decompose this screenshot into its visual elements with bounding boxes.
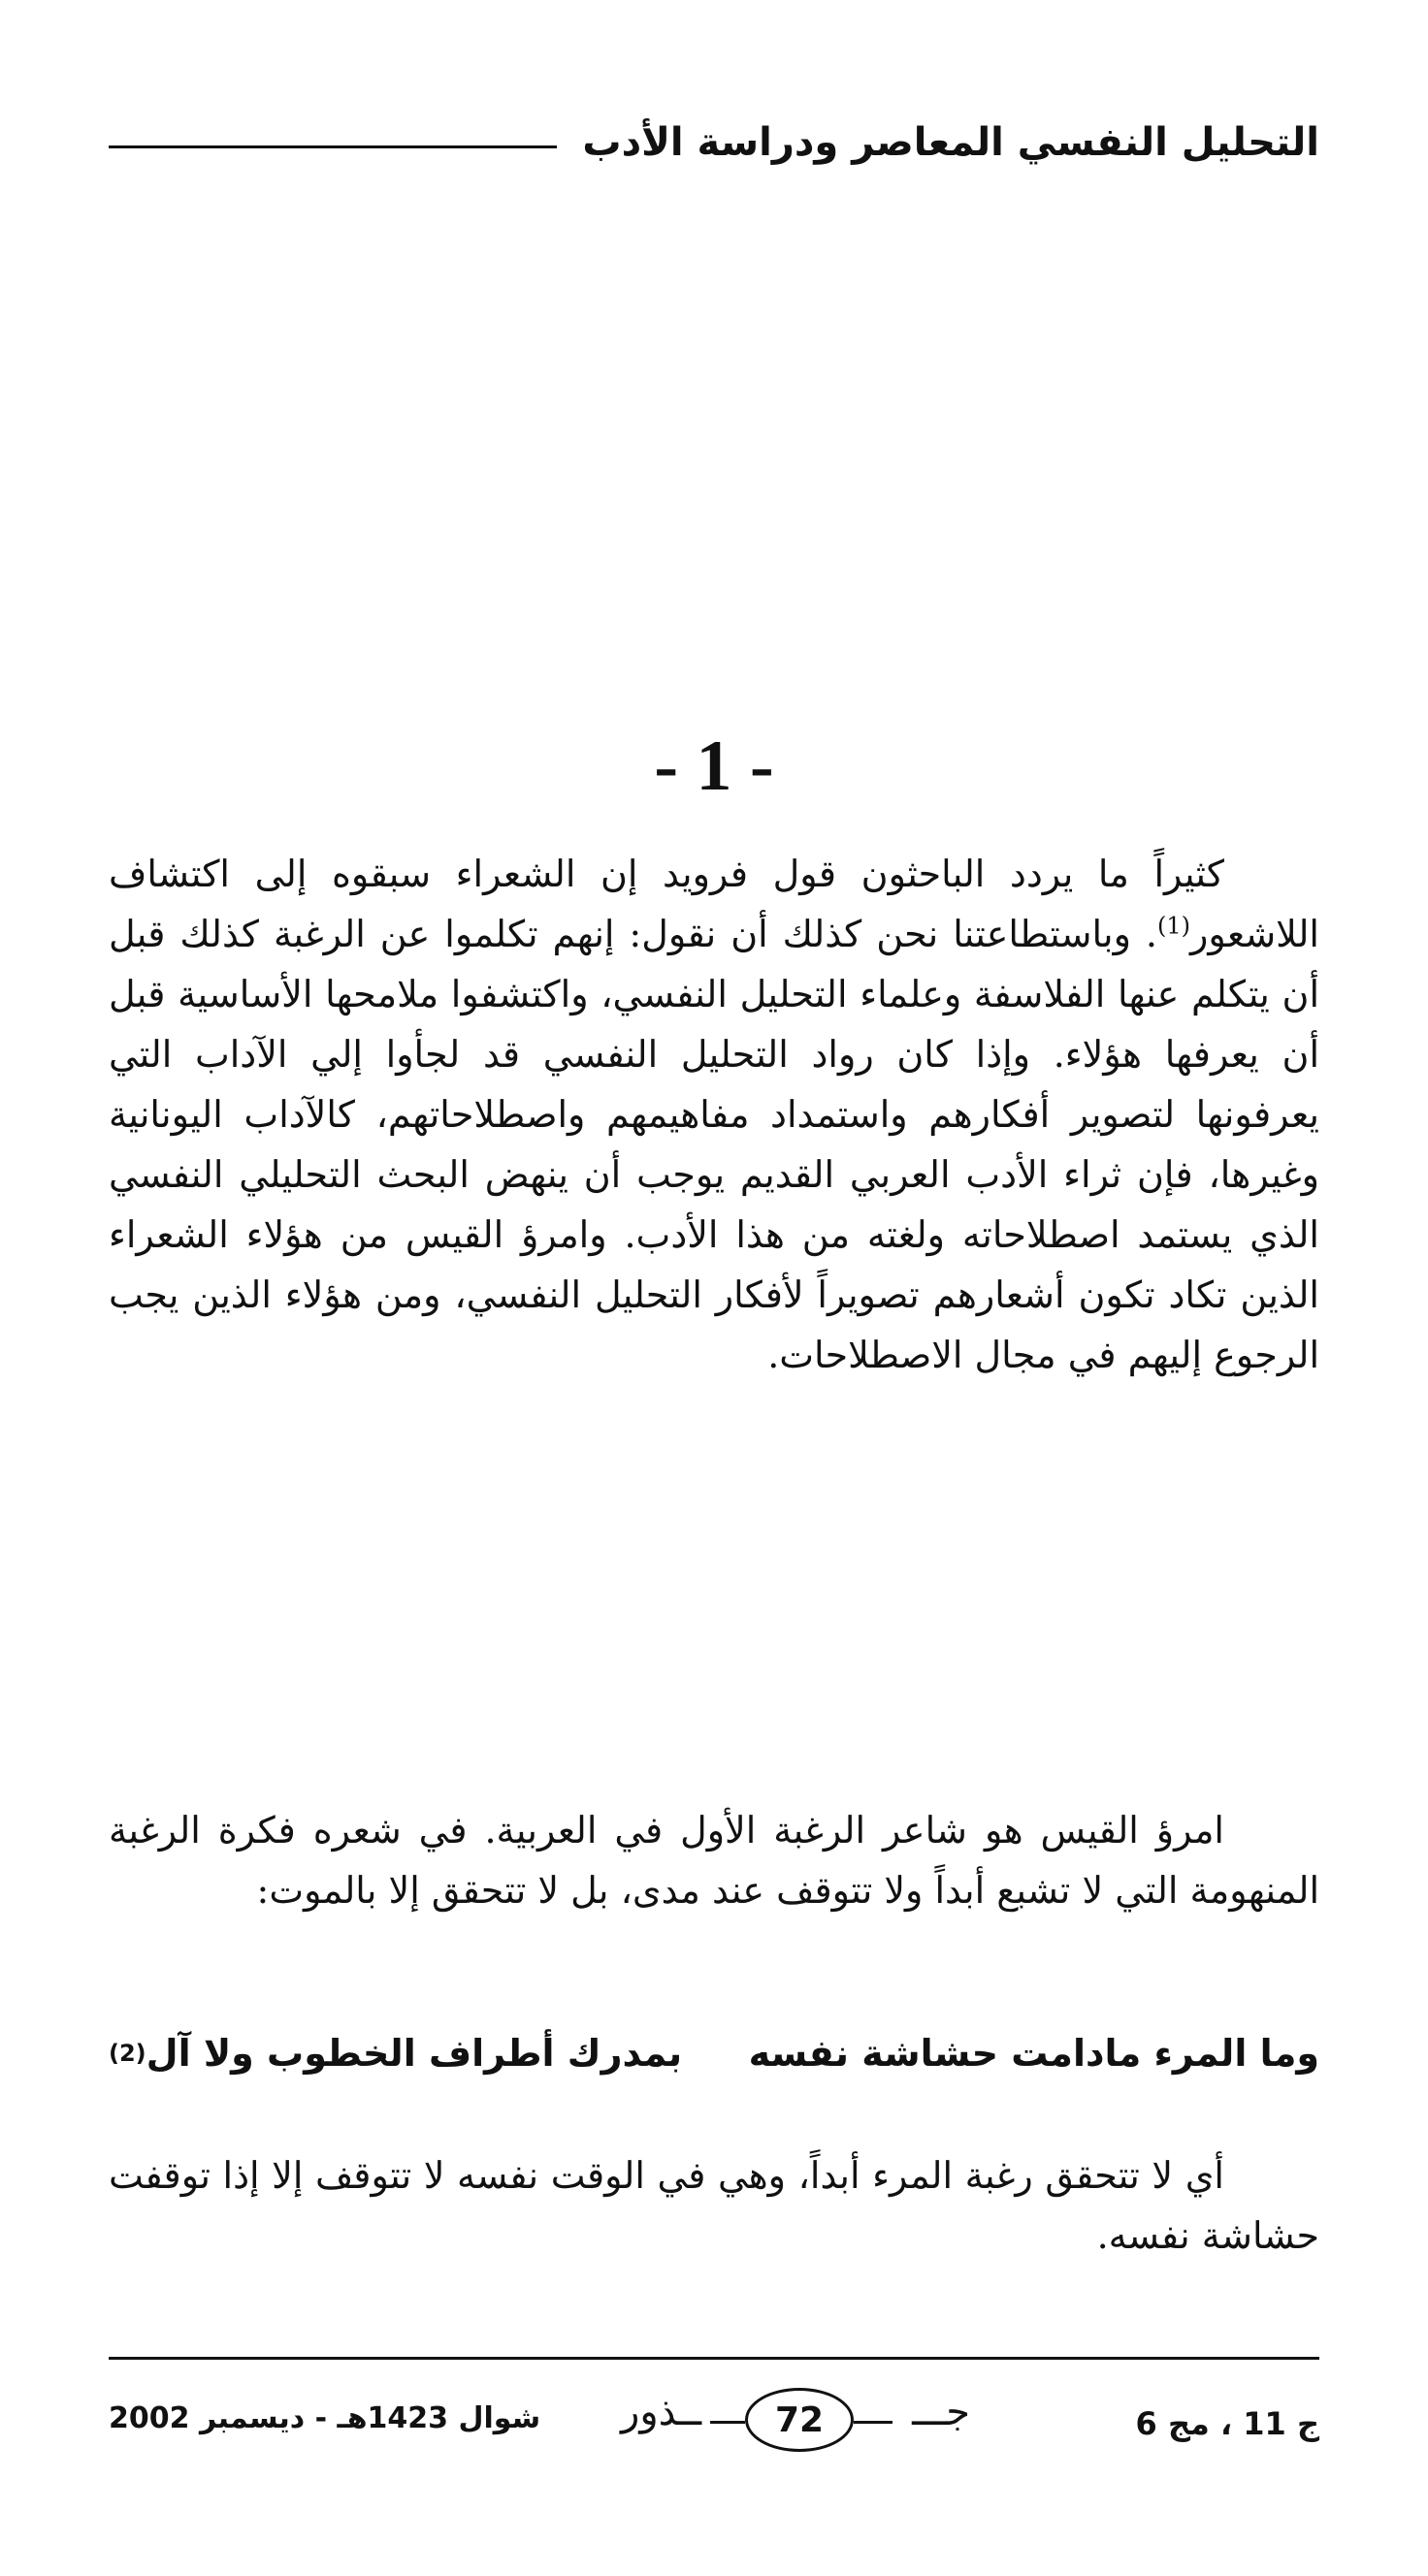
running-title: التحليل النفسي المعاصر ودراسة الأدب bbox=[582, 120, 1319, 165]
verse-hemistich-1: وما المرء مادامت حشاشة نفسه bbox=[748, 2032, 1319, 2075]
logo-stroke-left bbox=[710, 2421, 745, 2424]
journal-name-left-part: جـــ bbox=[912, 2390, 970, 2434]
header-rule bbox=[109, 145, 557, 148]
verse-hemistich-2: بمدرك أطراف الخطوب ولا آل bbox=[146, 2032, 683, 2075]
running-header bbox=[109, 109, 1319, 177]
issue-label: ج 11 ، مج 6 bbox=[1135, 2405, 1319, 2442]
logo-stroke-right bbox=[854, 2421, 892, 2424]
journal-logo bbox=[621, 2384, 970, 2462]
page-number: 72 bbox=[774, 2399, 825, 2440]
paragraph-3: أي لا تتحقق رغبة المرء أبداً، وهي في الوقت نفسه لا تتوقف إلا إذا توقفت حشاشة نفسه. bbox=[109, 2154, 1319, 2257]
paragraph-1-text-a: كثيراً ما يردد الباحثون قول فرويد إن الشعراء سبقوه إلى اكتشاف اللاشعور bbox=[109, 853, 1319, 955]
page-number-oval bbox=[745, 2388, 854, 2452]
journal-name-right-part: ــذور bbox=[621, 2390, 702, 2434]
verse-line: وما المرء مادامت حشاشة نفسه بمدرك أطراف الخطوب ولا آل (2) bbox=[109, 2032, 1319, 2075]
paragraph-1 bbox=[109, 844, 1319, 1385]
paragraph-2: امرؤ القيس هو شاعر الرغبة الأول في العربية. في شعره فكرة الرغبة المنهومة التي لا تشبع أبداً ولا تتوقف عند مدى، بل لا تتحقق إلا بالموت: bbox=[109, 1809, 1319, 1912]
paragraph-1-text-b: . وباستطاعتنا نحن كذلك أن نقول: إنهم تكلموا عن الرغبة كذلك قبل أن يتكلم عنها الفلاسفة وعلماء التحليل النفسي، واكتشفوا ملامحها الأساسية قبل أن يعرفها هؤلاء. وإذا كان رواد التحليل النفسي قد لجأوا إلي الآداب التي يعرفونها لتصوير أفكارهم واستمداد مفاهيمهم واصطلاحاتهم، كالآداب اليونانية وغيرها، فإن ثراء الأدب العربي القديم يوجب أن ينهض البحث التحليلي النفسي الذي يستمد اصطلاحاته ولغته من هذا الأدب. وامرؤ القيس من هؤلاء الشعراء الذين تكاد تكون أشعارهم تصويراً لأفكار التحليل النفسي، ومن هؤلاء الذين يجب الرجوع إليهم في مجال الاصطلاحات. bbox=[109, 913, 1319, 1376]
footer-rule bbox=[109, 2357, 1319, 2360]
section-number: - 1 - bbox=[654, 726, 774, 806]
issue-date: شوال 1423هـ - ديسمبر 2002 bbox=[109, 2401, 541, 2435]
footnote-ref-1: (1) bbox=[1157, 912, 1191, 940]
